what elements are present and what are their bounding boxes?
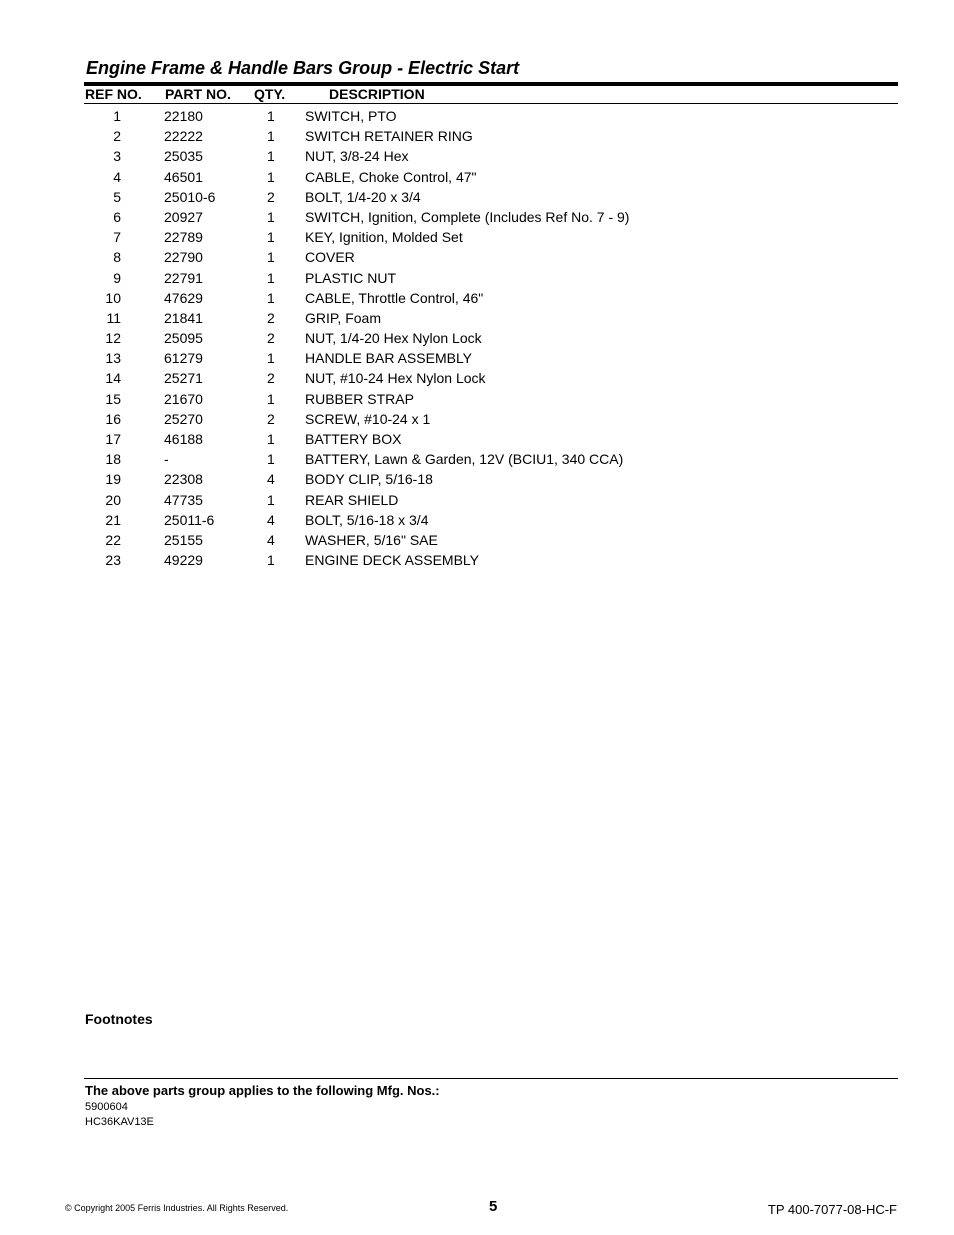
description-cell: NUT, 1/4-20 Hex Nylon Lock [305, 330, 482, 347]
table-row [84, 490, 898, 510]
description-cell: SWITCH RETAINER RING [305, 128, 473, 145]
qty-cell: 1 [267, 491, 275, 508]
copyright-text: © Copyright 2005 Ferris Industries. All Rights Reserved. [65, 1203, 289, 1213]
ref-no-cell: 7 [113, 229, 121, 246]
qty-cell: 1 [267, 148, 275, 165]
part-no-cell: 49229 [164, 552, 203, 569]
page-number: 5 [489, 1198, 498, 1215]
ref-no-cell: 15 [105, 390, 121, 407]
qty-cell: 1 [267, 108, 275, 124]
description-cell: BATTERY BOX [305, 431, 402, 447]
part-no-cell: 47629 [164, 289, 203, 306]
part-no-cell: 25155 [164, 531, 203, 548]
qty-cell: 2 [267, 370, 275, 387]
ref-no-cell: 2 [113, 128, 121, 145]
part-no-cell: 21670 [164, 390, 203, 407]
qty-cell: 4 [267, 531, 275, 548]
description-cell: SCREW, #10-24 x 1 [305, 410, 431, 427]
ref-no-cell: 6 [113, 208, 121, 225]
table-row [84, 449, 898, 469]
ref-no-cell: 16 [105, 410, 121, 427]
qty-cell: 1 [267, 229, 275, 246]
part-no-cell: 20927 [164, 208, 203, 225]
mfg-number: 5900604 [85, 1101, 128, 1113]
footnotes-heading: Footnotes [85, 1011, 153, 1027]
ref-no-cell: 10 [105, 289, 121, 306]
header-rule [84, 103, 898, 104]
qty-cell: 1 [267, 208, 275, 225]
description-cell: BOLT, 1/4-20 x 3/4 [305, 188, 421, 205]
part-no-cell: 47735 [164, 491, 203, 508]
footnotes-rule [84, 1078, 898, 1079]
part-no-cell: 61279 [164, 350, 203, 367]
qty-cell: 1 [267, 128, 275, 145]
description-cell: HANDLE BAR ASSEMBLY [305, 350, 473, 367]
table-row [84, 268, 898, 288]
part-no-cell: 22791 [164, 269, 203, 286]
table-row [84, 348, 898, 368]
qty-cell: 1 [267, 269, 275, 286]
header-qty: QTY. [254, 86, 286, 102]
qty-cell: 1 [267, 451, 275, 468]
qty-cell: 2 [267, 330, 275, 347]
part-no-cell: 25035 [164, 148, 203, 165]
part-no-cell: 46501 [164, 168, 203, 185]
document-number: TP 400-7077-08-HC-F [767, 1202, 897, 1217]
table-row [84, 510, 898, 530]
ref-no-cell: 12 [105, 330, 121, 347]
ref-no-cell: 23 [105, 552, 121, 569]
ref-no-cell: 19 [105, 471, 121, 488]
table-row [84, 429, 898, 449]
parts-table [84, 106, 898, 570]
table-row [84, 530, 898, 550]
table-row [84, 146, 898, 166]
ref-no-cell: 9 [113, 269, 121, 286]
ref-no-cell: 5 [113, 188, 121, 205]
qty-cell: 4 [267, 511, 275, 528]
part-no-cell: 21841 [164, 309, 203, 326]
ref-no-cell: 20 [105, 491, 121, 508]
qty-cell: 4 [267, 471, 275, 488]
header-description: DESCRIPTION [329, 86, 425, 102]
ref-no-cell: 17 [105, 431, 121, 447]
header-part-no: PART NO. [165, 86, 231, 102]
table-row [84, 550, 898, 570]
qty-cell: 1 [267, 431, 275, 447]
ref-no-cell: 3 [113, 148, 121, 165]
part-no-cell: 25095 [164, 330, 203, 347]
ref-no-cell: 22 [105, 531, 121, 548]
table-row [84, 247, 898, 267]
description-cell: NUT, #10-24 Hex Nylon Lock [305, 370, 486, 387]
part-no-cell: 22790 [164, 249, 203, 266]
part-no-cell: 46188 [164, 431, 203, 447]
part-no-cell: 22789 [164, 229, 203, 246]
description-cell: COVER [305, 249, 355, 266]
ref-no-cell: 8 [113, 249, 121, 266]
description-cell: CABLE, Choke Control, 47" [305, 168, 477, 185]
part-no-cell: 22308 [164, 471, 203, 488]
table-row [84, 328, 898, 348]
table-row [84, 106, 898, 126]
part-no-cell: 22180 [164, 108, 203, 124]
page-title: Engine Frame & Handle Bars Group - Electric Start [86, 58, 520, 78]
description-cell: SWITCH, PTO [305, 108, 397, 124]
table-row [84, 409, 898, 429]
ref-no-cell: 18 [105, 451, 121, 468]
header-ref-no: REF NO. [85, 86, 142, 102]
table-row [84, 187, 898, 207]
description-cell: BATTERY, Lawn & Garden, 12V (BCIU1, 340 CCA) [305, 451, 624, 468]
table-header [84, 86, 898, 104]
ref-no-cell: 21 [105, 511, 121, 528]
table-row [84, 308, 898, 328]
part-no-cell: 25011-6 [164, 511, 215, 528]
description-cell: BODY CLIP, 5/16-18 [305, 471, 433, 488]
ref-no-cell: 14 [105, 370, 121, 387]
applies-heading: The above parts group applies to the following Mfg. Nos.: [85, 1083, 440, 1098]
part-no-cell: 25270 [164, 410, 203, 427]
table-row [84, 368, 898, 388]
description-cell: PLASTIC NUT [305, 269, 397, 286]
description-cell: KEY, Ignition, Molded Set [305, 229, 463, 246]
part-no-cell: 25271 [164, 370, 203, 387]
table-row [84, 288, 898, 308]
description-cell: WASHER, 5/16" SAE [305, 531, 438, 548]
part-no-cell: 25010-6 [164, 188, 216, 205]
qty-cell: 1 [267, 249, 275, 266]
description-cell: ENGINE DECK ASSEMBLY [305, 552, 480, 569]
qty-cell: 1 [267, 289, 275, 306]
ref-no-cell: 1 [113, 108, 121, 124]
mfg-number: HC36KAV13E [85, 1116, 154, 1128]
description-cell: CABLE, Throttle Control, 46" [305, 289, 484, 306]
ref-no-cell: 13 [105, 350, 121, 367]
description-cell: GRIP, Foam [305, 309, 381, 326]
table-row [84, 227, 898, 247]
description-cell: BOLT, 5/16-18 x 3/4 [305, 511, 429, 528]
qty-cell: 1 [267, 350, 275, 367]
qty-cell: 2 [267, 410, 275, 427]
qty-cell: 1 [267, 552, 275, 569]
table-row [84, 207, 898, 227]
part-no-cell: - [164, 451, 169, 468]
qty-cell: 1 [267, 390, 275, 407]
qty-cell: 1 [267, 168, 275, 185]
description-cell: RUBBER STRAP [305, 390, 414, 407]
description-cell: REAR SHIELD [305, 491, 399, 508]
table-row [84, 126, 898, 146]
qty-cell: 2 [267, 309, 275, 326]
description-cell: NUT, 3/8-24 Hex [305, 148, 409, 165]
ref-no-cell: 11 [106, 309, 121, 326]
ref-no-cell: 4 [113, 168, 121, 185]
table-row [84, 167, 898, 187]
table-row [84, 469, 898, 489]
part-no-cell: 22222 [164, 128, 203, 145]
description-cell: SWITCH, Ignition, Complete (Includes Ref No. 7 - 9) [305, 208, 630, 225]
table-row [84, 389, 898, 409]
qty-cell: 2 [267, 188, 275, 205]
